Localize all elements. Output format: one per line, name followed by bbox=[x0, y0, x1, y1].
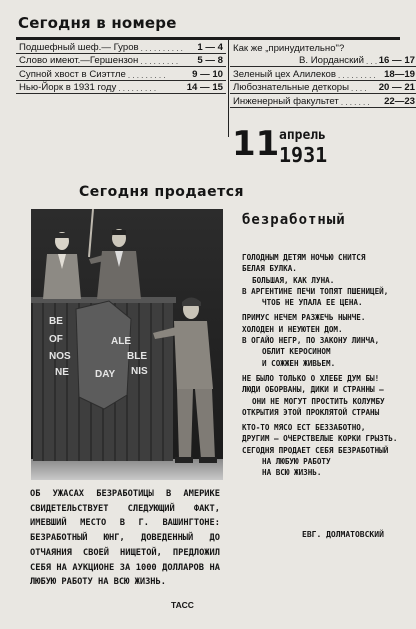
toc-entry-dots: . . . . . . . . . bbox=[118, 84, 157, 93]
toc-entry-dots: . . . . . . . . . bbox=[337, 70, 376, 80]
toc-entry[interactable] bbox=[230, 81, 416, 95]
poem-text bbox=[242, 252, 402, 479]
toc-entry[interactable] bbox=[16, 81, 226, 95]
photo-credit: ТАСС bbox=[171, 600, 194, 610]
toc-entry[interactable] bbox=[230, 40, 416, 54]
toc-entry-dots: . . . bbox=[366, 57, 377, 66]
toc-entry-title: Как же „принудительно"? bbox=[233, 42, 345, 54]
photo-sign-text: NE bbox=[55, 367, 69, 378]
poem-line: ЧТОБ НЕ УПАЛА ЕЕ ЦЕНА. bbox=[262, 298, 363, 308]
poem-author: ЕВГ. ДОЛМАТОВСКИЙ bbox=[302, 530, 384, 539]
toc-entry-title: Любознательные деткоры bbox=[233, 82, 350, 93]
poem-line: НЕ БЫЛО ТОЛЬКО О ХЛЕБЕ ДУМ БЫ! bbox=[242, 373, 380, 383]
toc-entry-title: Инженерный факультет bbox=[233, 95, 339, 107]
poem-line: ОНИ НЕ МОГУТ ПРОСТИТЬ КОЛУМБУ bbox=[252, 396, 385, 406]
poem-title: безработный bbox=[242, 212, 346, 228]
poem-line: ГОЛОДНЫМ ДЕТЯМ НОЧЬЮ СНИТСЯ bbox=[242, 253, 366, 262]
toc-entry-pages: 18—19 bbox=[384, 68, 415, 80]
toc-entry-pages: 20 — 21 bbox=[378, 82, 415, 93]
poem-line: НА ВСЮ ЖИЗНЬ. bbox=[262, 468, 322, 478]
masthead-title: Сегодня в номере bbox=[18, 14, 177, 32]
photo-sign-text: NIS bbox=[131, 366, 148, 377]
poem-line: В ОГАЙО НЕГР, ПО ЗАКОНУ ЛИНЧА, bbox=[242, 336, 380, 346]
poem-line: БЕЛАЯ БУЛКА. bbox=[242, 264, 297, 274]
toc-entry-title: Супной хвост в Сиэттле bbox=[19, 68, 126, 80]
toc-right-column bbox=[230, 40, 416, 108]
poem-line: ЛЮДИ ОБОРВАНЫ, ДИКИ И СТРАННЫ — bbox=[242, 385, 384, 395]
toc-entry[interactable] bbox=[230, 67, 416, 81]
date-year: 1931 bbox=[279, 143, 328, 167]
toc-entry-pages: 9 — 10 bbox=[192, 68, 223, 80]
toc-entry-dots: . . . . bbox=[351, 84, 367, 93]
toc-entry-title: Зеленый цех Алилеков bbox=[233, 68, 336, 80]
photo-sign-text: BLE bbox=[127, 351, 147, 362]
toc-entry-pages: 22—23 bbox=[384, 95, 415, 107]
toc-entry-title: Нью-Йорк в 1931 году bbox=[19, 82, 117, 93]
toc-entry-title: Слово имеют.—Гершензон bbox=[19, 55, 139, 66]
poem-line: ПРИМУС НЕЧЕМ РАЗЖЕЧЬ НЫНЧЕ. bbox=[242, 313, 366, 323]
toc-entry[interactable] bbox=[16, 67, 226, 81]
toc-entry-dots: . . . . . . . . . bbox=[140, 57, 179, 66]
poem-line: БОЛЬШАЯ, КАК ЛУНА. bbox=[252, 275, 335, 285]
auction-photo bbox=[31, 209, 223, 480]
toc-left-column bbox=[16, 40, 226, 94]
poem-line: ХОЛОДЕН И НЕУЮТЕН ДОМ. bbox=[242, 324, 343, 334]
poem-line: В АРГЕНТИНЕ ПЕЧИ ТОПЯТ ПШЕНИЦЕЙ, bbox=[242, 286, 389, 296]
toc-entry-dots: . . . . . . . . . bbox=[127, 70, 166, 80]
photo-sign-text: ALE bbox=[111, 336, 131, 347]
toc-entry-dots: . . . . . . . . . . bbox=[140, 43, 183, 53]
toc-entry-author: В. Иорданский bbox=[299, 55, 365, 66]
toc-entry[interactable] bbox=[230, 94, 416, 108]
date-day: 11 bbox=[232, 124, 280, 164]
headline: Сегодня продается bbox=[79, 184, 245, 200]
photo-caption: ОБ УЖАСАХ БЕЗРАБОТИЦЫ В АМЕРИКЕ СВИДЕТЕЛЬСТВУЕТ СЛЕДУЮЩИЙ ФАКТ, ИМЕВШИЙ МЕСТО В Г. ВАШИНГТОНЕ: БЕЗРАБОТНЫЙ ЮНГ, ДОВЕДЕННЫЙ ДО ОТЧАЯНИЯ СВОЕЙ НИЩЕТОЙ, ПРЕДЛОЖИЛ СЕБЯ НА АУКЦИОНЕ ЗА 1000 ДОЛЛАРОВ НА ЛЮБУЮ РАБОТУ НА ВСЮ ЖИЗНЬ. bbox=[30, 489, 220, 588]
poem-line: ОТКРЫТИЯ ЭТОЙ ПРОКЛЯТОЙ СТРАНЫ bbox=[242, 407, 380, 417]
poem-line: И СОЖЖЕН ЖИВЬЕМ. bbox=[262, 358, 336, 368]
photo-sign-text: BE bbox=[49, 316, 63, 327]
toc-entry-pages: 14 — 15 bbox=[186, 82, 223, 93]
toc-entry[interactable] bbox=[16, 40, 226, 54]
toc-entry-pages: 1 — 4 bbox=[197, 41, 223, 53]
toc-entry-pages: 16 — 17 bbox=[378, 55, 415, 66]
photo-sign-text: NOS bbox=[49, 351, 71, 362]
toc-divider bbox=[228, 40, 229, 137]
photo-sign-text: DAY bbox=[95, 369, 116, 380]
toc-entry[interactable] bbox=[230, 54, 416, 68]
poem-line: ОБЛИТ КЕРОСИНОМ bbox=[262, 347, 331, 357]
photo-sign-text: OF bbox=[49, 334, 63, 345]
toc-entry[interactable] bbox=[16, 54, 226, 68]
poem-line: НА ЛЮБУЮ РАБОТУ bbox=[262, 457, 331, 467]
toc-entry-dots: . . . . . . . bbox=[340, 97, 370, 107]
poem-line: КТО-ТО МЯСО ЕСТ БЕЗЗАБОТНО, bbox=[242, 423, 366, 433]
poem-line: СЕГОДНЯ ПРОДАЕТ СЕБЯ БЕЗРАБОТНЫЙ bbox=[242, 445, 389, 455]
date-month: апрель bbox=[279, 128, 326, 143]
toc-entry-pages: 5 — 8 bbox=[197, 55, 223, 66]
poem-line: ДРУГИМ — ОЧЕРСТВЕЛЫЕ КОРКИ ГРЫЗТЬ. bbox=[242, 434, 398, 444]
toc-entry-title: Подшефный шеф.— Гуров bbox=[19, 41, 139, 53]
